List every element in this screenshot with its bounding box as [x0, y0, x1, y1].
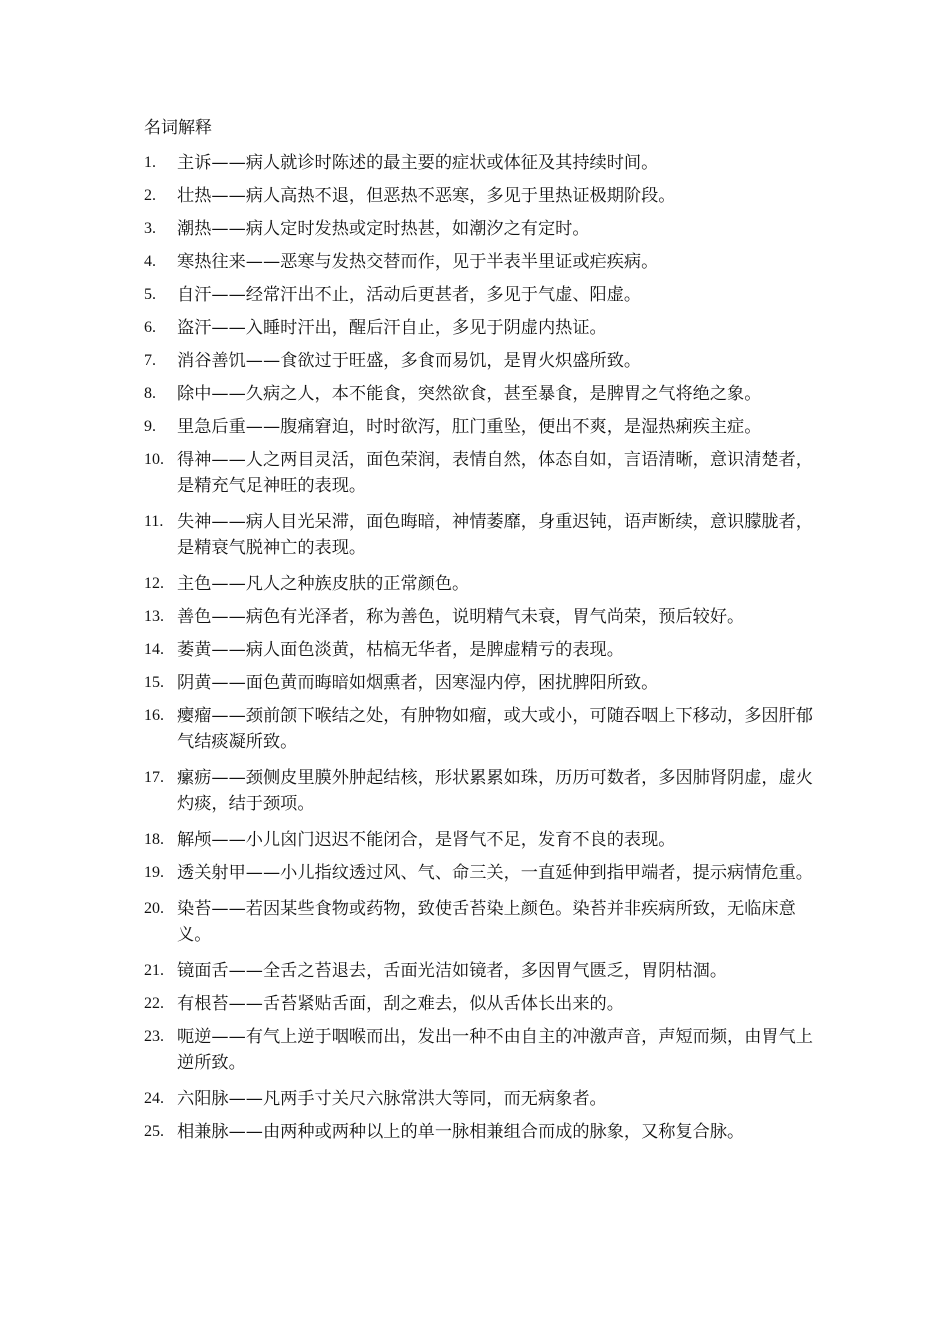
list-item [144, 765, 816, 817]
item-text: 解颅——小儿囟门迟迟不能闭合，是肾气不足，发育不良的表现。 [177, 830, 676, 850]
list-item [144, 348, 816, 374]
item-number: 22. [144, 995, 164, 1012]
item-text: 壮热——病人高热不退，但恶热不恶寒，多见于里热证极期阶段。 [177, 186, 676, 206]
item-number: 11. [144, 513, 164, 530]
item-number: 3. [144, 220, 156, 237]
item-text: 镜面舌——全舌之苔退去，舌面光洁如镜者，多因胃气匮乏，胃阴枯涸。 [177, 961, 728, 981]
item-number: 2. [144, 187, 156, 204]
list-item [144, 670, 816, 696]
item-text: 主色——凡人之种族皮肤的正常颜色。 [177, 574, 470, 594]
list-item [144, 381, 816, 407]
list-item [144, 571, 816, 597]
item-text: 阴黄——面色黄而晦暗如烟熏者，因寒湿内停，困扰脾阳所致。 [177, 673, 659, 693]
item-text: 瘰疬——颈侧皮里膜外肿起结核，形状累累如珠，历历可数者，多因肺肾阴虚，虚火灼痰，结于颈项。 [177, 768, 813, 814]
item-number: 14. [144, 641, 164, 658]
item-text: 六阳脉——凡两手寸关尺六脉常洪大等同，而无病象者。 [177, 1089, 607, 1109]
list-item [144, 150, 816, 176]
item-number: 1. [144, 154, 156, 171]
list-item [144, 1024, 816, 1076]
item-text: 善色——病色有光泽者，称为善色，说明精气未衰，胃气尚荣，预后较好。 [177, 607, 745, 627]
item-number: 12. [144, 575, 164, 592]
item-number: 17. [144, 769, 164, 786]
list-item [144, 860, 816, 886]
item-number: 10. [144, 451, 164, 468]
item-text: 染苔——若因某些食物或药物，致使舌苔染上颜色。染苔并非疾病所致，无临床意义。 [177, 899, 796, 945]
item-number: 13. [144, 608, 164, 625]
term-list [144, 150, 816, 1152]
list-item [144, 604, 816, 630]
item-number: 21. [144, 962, 164, 979]
item-number: 18. [144, 831, 164, 848]
item-text: 有根苔——舌苔紧贴舌面，刮之难去，似从舌体长出来的。 [177, 994, 624, 1014]
item-number: 5. [144, 286, 156, 303]
item-number: 6. [144, 319, 156, 336]
item-number: 20. [144, 900, 164, 917]
item-text: 主诉——病人就诊时陈述的最主要的症状或体征及其持续时间。 [177, 153, 659, 173]
list-item [144, 216, 816, 242]
item-text: 自汗——经常汗出不止，活动后更甚者，多见于气虚、阳虚。 [177, 285, 642, 305]
item-text: 盗汗——入睡时汗出，醒后汗自止，多见于阴虚内热证。 [177, 318, 607, 338]
item-text: 相兼脉——由两种或两种以上的单一脉相兼组合而成的脉象，又称复合脉。 [177, 1122, 745, 1142]
item-text: 里急后重——腹痛窘迫，时时欲泻，肛门重坠，便出不爽，是湿热痢疾主症。 [177, 417, 762, 437]
list-item [144, 249, 816, 275]
list-item [144, 414, 816, 440]
item-text: 呃逆——有气上逆于咽喉而出，发出一种不由自主的冲激声音，声短而频，由胃气上逆所致。 [177, 1027, 813, 1073]
item-text: 失神——病人目光呆滞，面色晦暗，神情萎靡，身重迟钝，语声断续，意识朦胧者，是精衰气脱神亡的表现。 [177, 512, 813, 558]
item-number: 7. [144, 352, 156, 369]
page-title: 名词解释 [144, 118, 212, 138]
item-number: 25. [144, 1123, 164, 1140]
list-item [144, 1119, 816, 1145]
item-number: 23. [144, 1028, 164, 1045]
item-number: 8. [144, 385, 156, 402]
item-number: 15. [144, 674, 164, 691]
item-text: 瘿瘤——颈前颌下喉结之处，有肿物如瘤，或大或小，可随吞咽上下移动，多因肝郁气结痰凝所致。 [177, 706, 813, 752]
item-text: 萎黄——病人面色淡黄，枯槁无华者，是脾虚精亏的表现。 [177, 640, 624, 660]
list-item [144, 282, 816, 308]
list-item [144, 958, 816, 984]
item-text: 得神——人之两目灵活，面色荣润，表情自然，体态自如，言语清晰，意识清楚者，是精充气足神旺的表现。 [177, 450, 813, 496]
list-item [144, 896, 816, 948]
item-text: 除中——久病之人，本不能食，突然欲食，甚至暴食，是脾胃之气将绝之象。 [177, 384, 762, 404]
list-item [144, 183, 816, 209]
item-number: 9. [144, 418, 156, 435]
list-item [144, 509, 816, 561]
item-number: 19. [144, 864, 164, 881]
list-item [144, 827, 816, 853]
list-item [144, 315, 816, 341]
list-item [144, 703, 816, 755]
item-number: 16. [144, 707, 164, 724]
list-item [144, 1086, 816, 1112]
item-number: 4. [144, 253, 156, 270]
item-text: 消谷善饥——食欲过于旺盛，多食而易饥，是胃火炽盛所致。 [177, 351, 642, 371]
item-number: 24. [144, 1090, 164, 1107]
list-item [144, 447, 816, 499]
item-text: 潮热——病人定时发热或定时热甚，如潮汐之有定时。 [177, 219, 590, 239]
item-text: 透关射甲——小儿指纹透过风、气、命三关，一直延伸到指甲端者，提示病情危重。 [177, 863, 813, 883]
list-item [144, 637, 816, 663]
list-item [144, 991, 816, 1017]
item-text: 寒热往来——恶寒与发热交替而作，见于半表半里证或疟疾病。 [177, 252, 659, 272]
